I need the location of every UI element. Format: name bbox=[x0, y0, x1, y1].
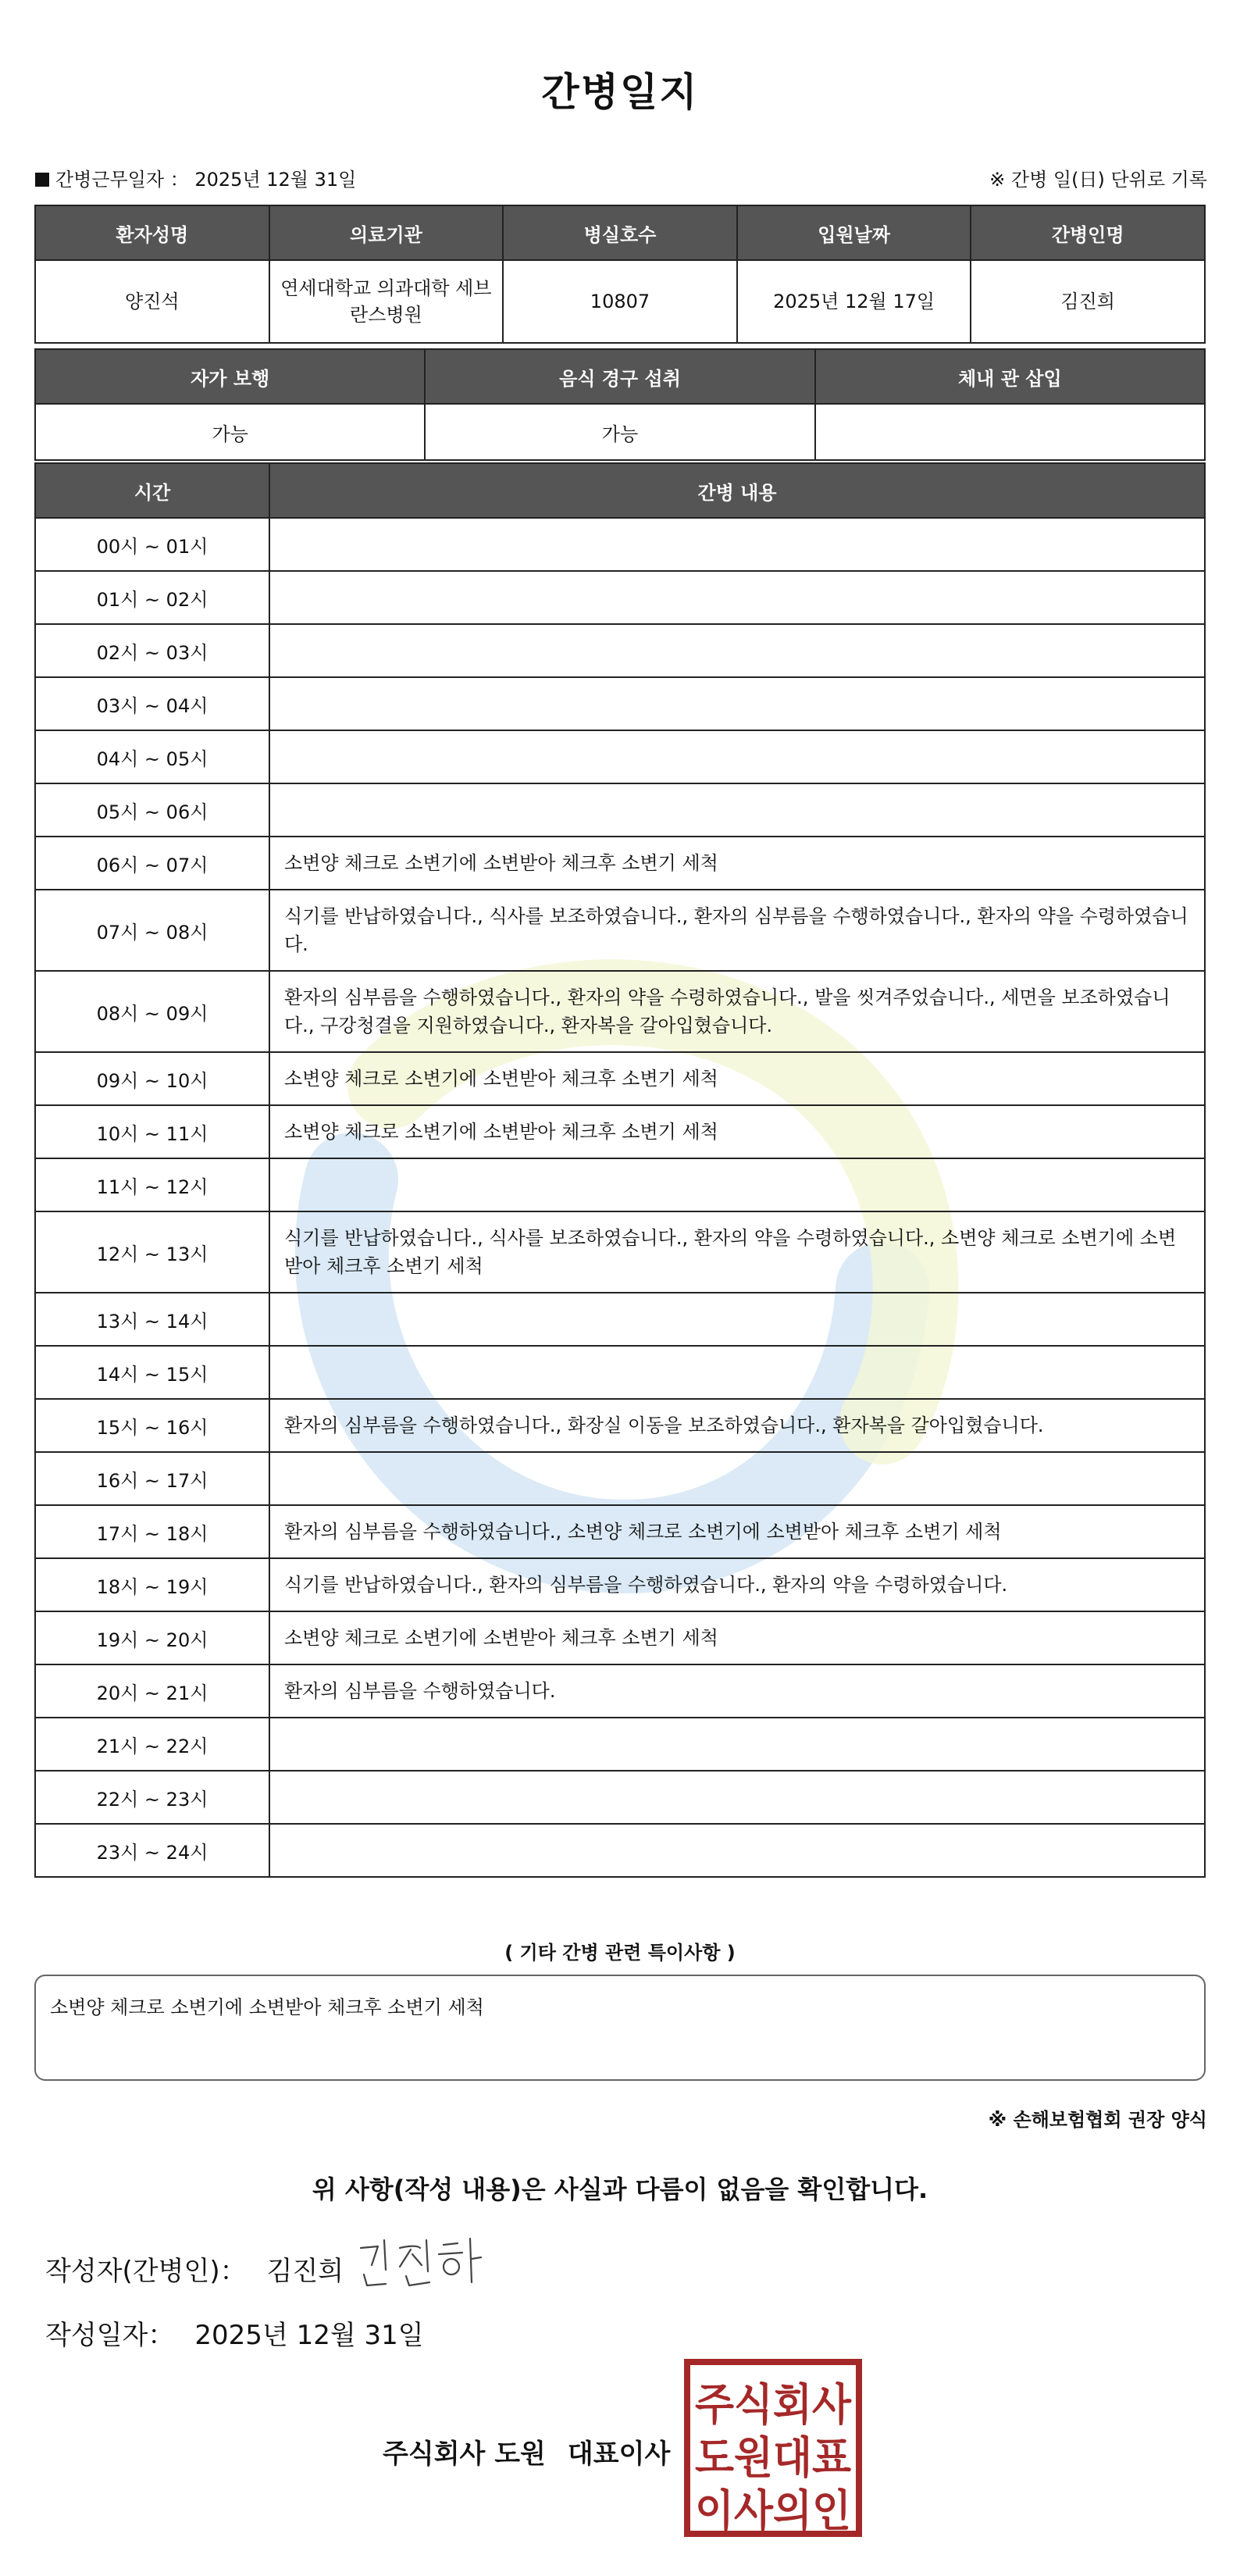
self-walking-value: 가능 bbox=[35, 404, 425, 460]
header-admission-date: 입원날짜 bbox=[737, 205, 971, 260]
square-bullet-icon bbox=[35, 173, 49, 187]
duty-date-label: 간병근무일자 ： bbox=[55, 169, 189, 191]
duty-date: 2025년 12월 31일 bbox=[194, 169, 357, 191]
log-row bbox=[35, 1452, 1205, 1505]
log-time: 19시 ~ 20시 bbox=[35, 1611, 269, 1664]
extra-notes-title: ( 기타 간병 관련 특이사항 ) bbox=[504, 1942, 736, 1964]
tube-insertion-value bbox=[815, 404, 1205, 460]
log-content bbox=[269, 730, 1205, 783]
patient-info-table bbox=[34, 205, 1206, 344]
seal-line-2: 도원대표 bbox=[695, 2433, 851, 2484]
log-row bbox=[35, 1824, 1205, 1877]
log-content bbox=[269, 624, 1205, 677]
log-time: 14시 ~ 15시 bbox=[35, 1346, 269, 1399]
log-row bbox=[35, 624, 1205, 677]
seal-line-3: 이사의인 bbox=[695, 2486, 851, 2537]
log-row bbox=[35, 1211, 1205, 1293]
hospital-name: 연세대학교 의과대학 세브란스병원 bbox=[269, 260, 504, 343]
log-time: 23시 ~ 24시 bbox=[35, 1824, 269, 1877]
log-row bbox=[35, 837, 1205, 890]
log-row bbox=[35, 730, 1205, 783]
log-content: 소변양 체크로 소변기에 소변받아 체크후 소변기 세척 bbox=[269, 837, 1205, 890]
header-tube-insertion: 체내 관 삽입 bbox=[815, 349, 1205, 404]
log-time: 03시 ~ 04시 bbox=[35, 677, 269, 730]
care-log-table bbox=[34, 462, 1206, 1878]
form-source-note: ※ 손해보험협회 권장 양식 bbox=[988, 2109, 1207, 2131]
log-row bbox=[35, 571, 1205, 624]
log-time: 21시 ~ 22시 bbox=[35, 1718, 269, 1771]
log-row bbox=[35, 971, 1205, 1052]
log-time: 08시 ~ 09시 bbox=[35, 971, 269, 1052]
log-time: 17시 ~ 18시 bbox=[35, 1505, 269, 1558]
oral-intake-value: 가능 bbox=[425, 404, 814, 460]
writer-label: 작성자(간병인)： bbox=[45, 2256, 247, 2287]
header-room: 병실호수 bbox=[503, 205, 737, 260]
log-time: 20시 ~ 21시 bbox=[35, 1664, 269, 1718]
log-time: 18시 ~ 19시 bbox=[35, 1558, 269, 1611]
log-row bbox=[35, 1052, 1205, 1105]
log-time: 10시 ~ 11시 bbox=[35, 1105, 269, 1158]
log-row bbox=[35, 1158, 1205, 1211]
handwritten-signature bbox=[351, 2231, 492, 2293]
written-date-line bbox=[45, 2314, 424, 2352]
log-time: 00시 ~ 01시 bbox=[35, 518, 269, 571]
log-time: 11시 ~ 12시 bbox=[35, 1158, 269, 1211]
log-content: 환자의 심부름을 수행하였습니다., 화장실 이동을 보조하였습니다., 환자복을 갈아입혔습니다. bbox=[269, 1399, 1205, 1452]
room-number: 10807 bbox=[503, 260, 737, 343]
log-row bbox=[35, 1771, 1205, 1824]
log-time: 16시 ~ 17시 bbox=[35, 1452, 269, 1505]
admission-date: 2025년 12월 17일 bbox=[737, 260, 971, 343]
log-content: 환자의 심부름을 수행하였습니다. bbox=[269, 1664, 1205, 1718]
log-row bbox=[35, 1718, 1205, 1771]
log-time: 12시 ~ 13시 bbox=[35, 1211, 269, 1293]
written-date-label: 작성일자： bbox=[45, 2320, 175, 2351]
log-time: 05시 ~ 06시 bbox=[35, 783, 269, 837]
log-content: 소변양 체크로 소변기에 소변받아 체크후 소변기 세척 bbox=[269, 1611, 1205, 1664]
duty-date-line bbox=[35, 164, 356, 191]
log-row bbox=[35, 518, 1205, 571]
header-time: 시간 bbox=[35, 463, 269, 518]
record-unit-note: ※ 간병 일(日) 단위로 기록 bbox=[989, 169, 1207, 191]
log-row bbox=[35, 677, 1205, 730]
care-log-rows bbox=[35, 518, 1205, 1877]
log-content: 환자의 심부름을 수행하였습니다., 소변양 체크로 소변기에 소변받아 체크후 소변기 세척 bbox=[269, 1505, 1205, 1558]
log-row bbox=[35, 1558, 1205, 1611]
document-title: 간병일지 bbox=[541, 70, 699, 115]
log-row bbox=[35, 1664, 1205, 1718]
log-time: 13시 ~ 14시 bbox=[35, 1293, 269, 1346]
log-time: 01시 ~ 02시 bbox=[35, 571, 269, 624]
log-time: 15시 ~ 16시 bbox=[35, 1399, 269, 1452]
log-content: 식기를 반납하였습니다., 환자의 심부름을 수행하였습니다., 환자의 약을 수령하였습니다. bbox=[269, 1558, 1205, 1611]
header-care-content: 간병 내용 bbox=[269, 463, 1205, 518]
log-time: 09시 ~ 10시 bbox=[35, 1052, 269, 1105]
log-time: 07시 ~ 08시 bbox=[35, 890, 269, 971]
log-content bbox=[269, 1158, 1205, 1211]
writer-line bbox=[45, 2250, 344, 2288]
log-row bbox=[35, 1611, 1205, 1664]
log-content bbox=[269, 783, 1205, 837]
log-row bbox=[35, 1505, 1205, 1558]
patient-status-table bbox=[34, 348, 1206, 461]
company-seal-stamp bbox=[684, 2359, 862, 2537]
log-row bbox=[35, 1105, 1205, 1158]
log-time: 06시 ~ 07시 bbox=[35, 837, 269, 890]
log-row bbox=[35, 1346, 1205, 1399]
written-date: 2025년 12월 31일 bbox=[194, 2320, 424, 2351]
log-row bbox=[35, 890, 1205, 971]
log-row bbox=[35, 1293, 1205, 1346]
writer-name: 김진희 bbox=[266, 2256, 344, 2287]
log-content bbox=[269, 677, 1205, 730]
header-caregiver: 간병인명 bbox=[971, 205, 1205, 260]
log-content bbox=[269, 1771, 1205, 1824]
log-time: 22시 ~ 23시 bbox=[35, 1771, 269, 1824]
log-row bbox=[35, 783, 1205, 837]
header-self-walking: 자가 보행 bbox=[35, 349, 425, 404]
log-content bbox=[269, 571, 1205, 624]
log-content bbox=[269, 1824, 1205, 1877]
confirmation-statement: 위 사항(작성 내용)은 사실과 다름이 없음을 확인합니다. bbox=[312, 2175, 928, 2204]
log-content bbox=[269, 1452, 1205, 1505]
log-row bbox=[35, 1399, 1205, 1452]
log-content: 소변양 체크로 소변기에 소변받아 체크후 소변기 세척 bbox=[269, 1105, 1205, 1158]
log-time: 04시 ~ 05시 bbox=[35, 730, 269, 783]
log-content: 환자의 심부름을 수행하였습니다., 환자의 약을 수령하였습니다., 발을 씻겨주었습니다., 세면을 보조하였습니다., 구강청결을 지원하였습니다., 환자복을 갈아입혔습니다. bbox=[269, 971, 1205, 1052]
patient-name: 양진석 bbox=[35, 260, 269, 343]
log-content bbox=[269, 1293, 1205, 1346]
extra-notes-box: 소변양 체크로 소변기에 소변받아 체크후 소변기 세척 bbox=[34, 1975, 1206, 2081]
header-oral-intake: 음식 경구 섭취 bbox=[425, 349, 814, 404]
log-content bbox=[269, 1718, 1205, 1771]
header-patient-name: 환자성명 bbox=[35, 205, 269, 260]
company-line bbox=[383, 2432, 670, 2471]
seal-line-1: 주식회사 bbox=[695, 2380, 852, 2431]
company-name: 주식회사 도원 bbox=[383, 2439, 546, 2470]
log-content: 식기를 반납하였습니다., 식사를 보조하였습니다., 환자의 심부름을 수행하였습니다., 환자의 약을 수령하였습니다. bbox=[269, 890, 1205, 971]
log-content: 소변양 체크로 소변기에 소변받아 체크후 소변기 세척 bbox=[269, 1052, 1205, 1105]
log-time: 02시 ~ 03시 bbox=[35, 624, 269, 677]
caregiver-name: 김진희 bbox=[971, 260, 1205, 343]
ceo-title: 대표이사 bbox=[567, 2439, 671, 2470]
log-content bbox=[269, 518, 1205, 571]
log-content bbox=[269, 1346, 1205, 1399]
header-hospital: 의료기관 bbox=[269, 205, 504, 260]
log-content: 식기를 반납하였습니다., 식사를 보조하였습니다., 환자의 약을 수령하였습니다., 소변양 체크로 소변기에 소변받아 체크후 소변기 세척 bbox=[269, 1211, 1205, 1293]
